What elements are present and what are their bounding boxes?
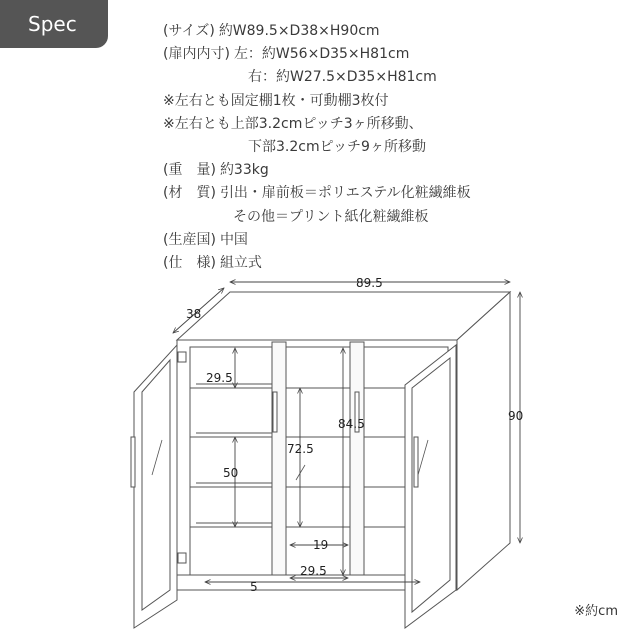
right-door-handle — [414, 437, 418, 487]
spec-size-key: (サイズ) — [163, 23, 215, 39]
dim-upper-left: 29.5 — [206, 371, 233, 385]
center-partition-right — [350, 342, 364, 580]
spec-origin-key: (生産国) — [163, 231, 216, 248]
spec-inner-key: (扉内内寸) — [163, 46, 230, 63]
spec-weight-key: (重 量) — [163, 162, 216, 179]
dim-middle: 72.5 — [287, 442, 314, 456]
spec-badge: Spec — [0, 0, 108, 48]
spec-origin-value: 中国 — [219, 231, 248, 248]
spec-inner-right: 右：約W27.5×D35×H81cm — [248, 69, 437, 86]
cabinet-top — [177, 292, 510, 340]
dim-depth: 38 — [186, 307, 202, 321]
spec-note-shelves: ※左右とも固定棚1枚・可動棚3枚付 — [163, 92, 389, 109]
spec-note-pitch: ※左右とも上部3.2cmピッチ3ヶ所移動、 — [163, 115, 423, 132]
spec-material-value: 引出・扉前板＝ポリエステル化粧繊維板 — [219, 185, 471, 202]
center-partition-left — [272, 342, 286, 580]
spec-assembly-key: (仕 様) — [163, 255, 216, 272]
spec-assembly-value: 組立式 — [219, 255, 262, 272]
unit-note: ※約cm — [574, 604, 618, 619]
cabinet-right-side — [457, 292, 510, 590]
spec-note-pitch-lower: 下部3.2cmピッチ9ヶ所移動 — [248, 139, 426, 156]
spec-material-other: その他＝プリント紙化粧繊維板 — [233, 208, 429, 225]
dim-left-lower: 50 — [223, 466, 239, 480]
spec-material-key: (材 質) — [163, 185, 216, 202]
spec-inner-left: 左：約W56×D35×H81cm — [233, 46, 410, 63]
dim-base: 5 — [250, 580, 258, 594]
dim-bottom-gap: 19 — [313, 538, 329, 552]
dim-right-height: 84.5 — [338, 417, 365, 431]
left-door-handle — [131, 437, 135, 487]
left-door — [134, 345, 177, 628]
dim-bottom-width: 29.5 — [300, 564, 327, 578]
spec-size-value: 約W89.5×D38×H90cm — [218, 23, 380, 39]
spec-weight-value: 約33kg — [219, 162, 269, 179]
dim-width: 89.5 — [356, 276, 383, 290]
dim-height: 90 — [508, 409, 524, 423]
